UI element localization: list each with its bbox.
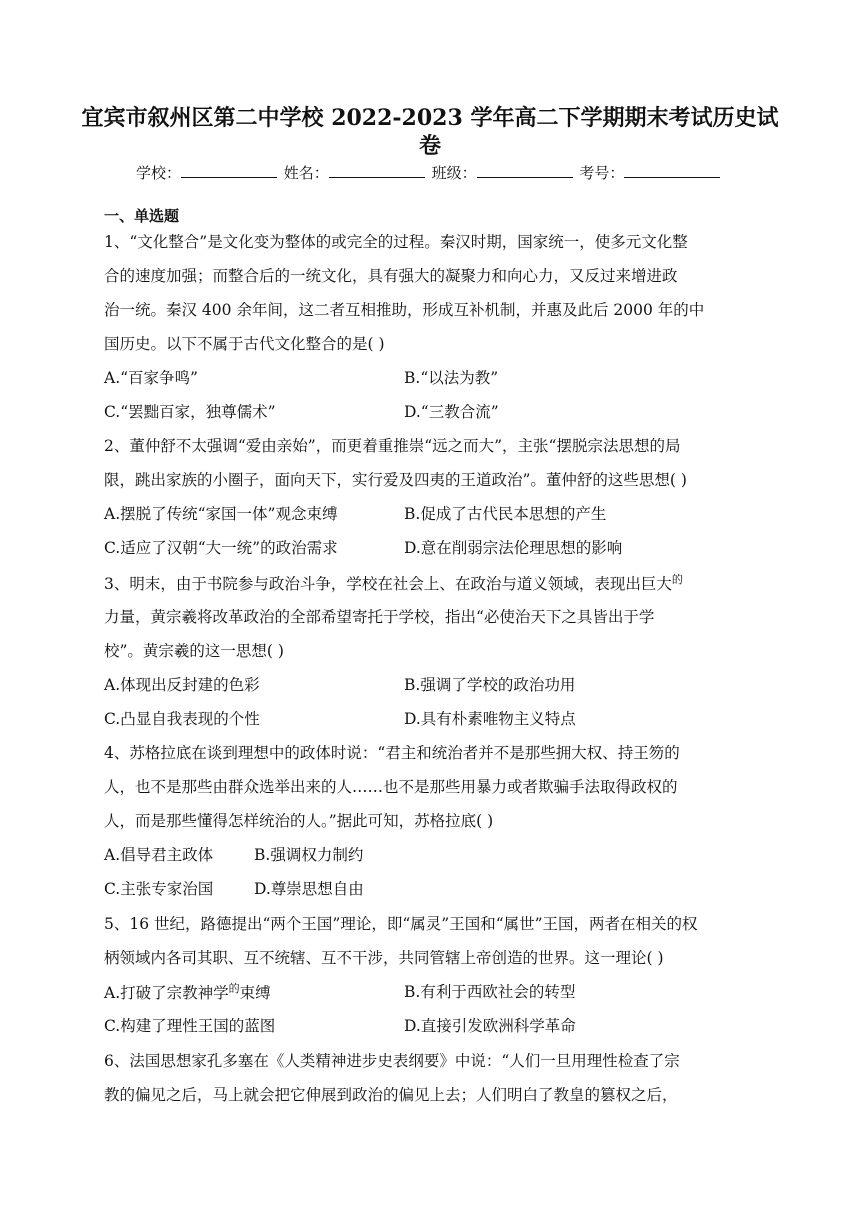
option-c[interactable]: C.“罢黜百家，独尊儒术” bbox=[104, 403, 276, 421]
question-text-line: 合的速度加强；而整合后的一统文化，具有强大的凝聚力和向心力，又反过来增进政 bbox=[104, 267, 678, 285]
page-title bbox=[60, 104, 800, 160]
question-text-line: 柄领域内各司其职、互不统辖、互不干涉，共同管辖上帝创造的世界。这一理论( ) bbox=[104, 949, 664, 967]
question-text-line bbox=[104, 571, 683, 594]
superscript-char: 的 bbox=[228, 982, 240, 995]
option-b[interactable]: B.“以法为教” bbox=[404, 369, 499, 387]
student-info-row bbox=[136, 162, 722, 183]
option-c[interactable]: C.凸显自我表现的个性 bbox=[104, 710, 260, 728]
question-text-line: 国历史。以下不属于古代文化整合的是( ) bbox=[104, 335, 385, 353]
option-d[interactable]: D.尊崇思想自由 bbox=[254, 880, 364, 898]
superscript-char: 的 bbox=[671, 573, 683, 586]
section-heading: 一、单选题 bbox=[104, 207, 180, 225]
question-text-line: 教的偏见之后，马上就会把它伸展到政治的偏见上去；人们明白了教皇的篡权之后， bbox=[104, 1086, 678, 1104]
exam-no-label: 考号： bbox=[579, 164, 625, 182]
question-text-line: 4、苏格拉底在谈到理想中的政体时说：“君主和统治者并不是那些拥大权、持王笏的 bbox=[104, 744, 680, 762]
question-text-line: 治一统。秦汉 400 余年间，这二者互相推助，形成互补机制，并惠及此后 2000 年的中 bbox=[104, 301, 705, 319]
option-a[interactable] bbox=[104, 980, 271, 1003]
question-text-line: 限，跳出家族的小圈子，面向天下，实行爱及四夷的王道政治”。董仲舒的这些思想( ) bbox=[104, 471, 687, 489]
question-text: 3、明末，由于书院参与政治斗争，学校在社会上、在政治与道义领域，表现出巨大 bbox=[104, 575, 672, 594]
school-label: 学校： bbox=[136, 164, 182, 182]
option-d[interactable]: D.“三教合流” bbox=[404, 403, 499, 421]
name-blank[interactable] bbox=[329, 163, 425, 178]
option-a[interactable]: A.“百家争鸣” bbox=[104, 369, 198, 387]
class-label: 班级： bbox=[431, 164, 477, 182]
exam-no-blank[interactable] bbox=[624, 163, 720, 178]
question-text-line: 2、董仲舒不太强调“爱由亲始”，而更着重推崇“远之而大”，主张“摆脱宗法思想的局 bbox=[104, 437, 681, 455]
option-b[interactable]: B.有利于西欧社会的转型 bbox=[404, 983, 576, 1001]
question-text-line: 1、“文化整合”是文化变为整体的或完全的过程。秦汉时期，国家统一，使多元文化整 bbox=[104, 233, 688, 251]
name-label: 姓名： bbox=[283, 164, 329, 182]
title-line-1: 宜宾市叙州区第二中学校 2022-2023 学年高二下学期期末考试历史试 bbox=[81, 105, 779, 131]
option-b[interactable]: B.强调了学校的政治功用 bbox=[404, 676, 576, 694]
option-a[interactable]: A.摆脱了传统“家国一体”观念束缚 bbox=[104, 505, 338, 523]
option-c[interactable]: C.构建了理性王国的蓝图 bbox=[104, 1017, 276, 1035]
title-line-2: 卷 bbox=[418, 133, 441, 159]
question-text-line: 6、法国思想家孔多塞在《人类精神进步史表纲要》中说：“人们一旦用理性检查了宗 bbox=[104, 1052, 680, 1070]
option-a-text: A.打破了宗教神学 bbox=[104, 984, 229, 1003]
question-text-line: 校”。黄宗羲的这一思想( ) bbox=[104, 642, 284, 660]
class-blank[interactable] bbox=[477, 163, 573, 178]
option-c[interactable]: C.主张专家治国 bbox=[104, 880, 214, 898]
option-b[interactable]: B.强调权力制约 bbox=[254, 846, 364, 864]
option-d[interactable]: D.意在削弱宗法伦理思想的影响 bbox=[404, 539, 623, 557]
option-a[interactable]: A.倡导君主政体 bbox=[104, 846, 214, 864]
question-text-line: 力量，黄宗羲将改革政治的全部希望寄托于学校，指出“必使治天下之具皆出于学 bbox=[104, 608, 655, 626]
option-d[interactable]: D.具有朴素唯物主义特点 bbox=[404, 710, 576, 728]
option-b[interactable]: B.促成了古代民本思想的产生 bbox=[404, 505, 607, 523]
question-text-line: 人，而是那些懂得怎样统治的人。”据此可知，苏格拉底( ) bbox=[104, 812, 494, 830]
option-a-tail: 束缚 bbox=[239, 984, 271, 1003]
school-blank[interactable] bbox=[181, 163, 277, 178]
option-d[interactable]: D.直接引发欧洲科学革命 bbox=[404, 1017, 576, 1035]
option-c[interactable]: C.适应了汉朝“大一统”的政治需求 bbox=[104, 539, 338, 557]
question-text-line: 5、16 世纪，路德提出“两个王国”理论，即“属灵”王国和“属世”王国，两者在相关的权 bbox=[104, 915, 698, 933]
question-text-line: 人，也不是那些由群众选举出来的人……也不是那些用暴力或者欺骗手法取得政权的 bbox=[104, 778, 678, 796]
option-a[interactable]: A.体现出反封建的色彩 bbox=[104, 676, 260, 694]
